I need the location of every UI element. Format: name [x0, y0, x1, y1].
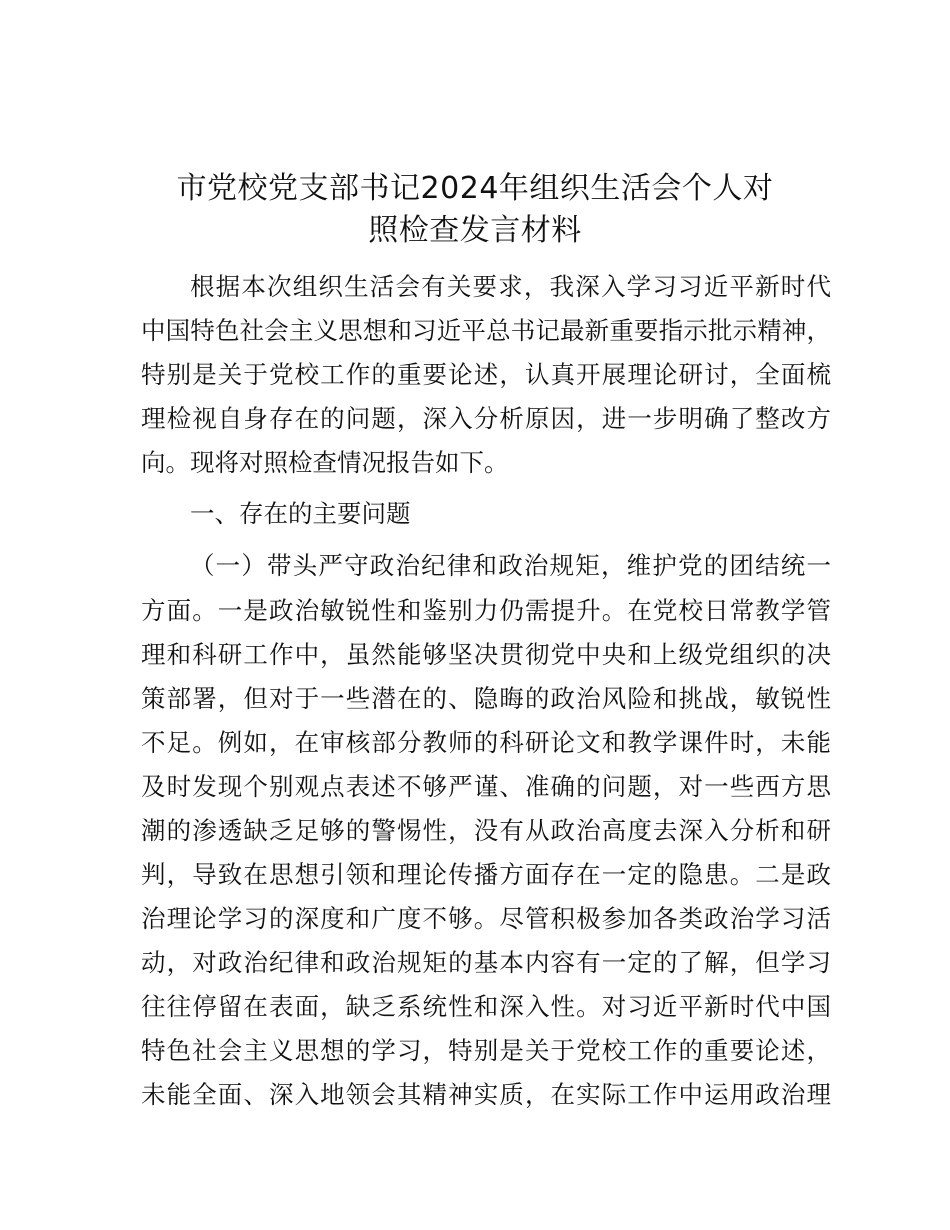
body-line: 及时发现个别观点表述不够严谨、准确的问题，对一些西方思 [141, 772, 831, 801]
body-line: 动，对政治纪律和政治规矩的基本内容有一定的了解，但学习 [141, 948, 831, 977]
body-line: 特色社会主义思想的学习，特别是关于党校工作的重要论述， [141, 1036, 831, 1065]
body-line: 中国特色社会主义思想和习近平总书记最新重要指示批示精神， [141, 316, 831, 345]
body-line: 根据本次组织生活会有关要求，我深入学习习近平新时代 [190, 272, 831, 301]
body-line: 判，导致在思想引领和理论传播方面存在一定的隐患。二是政 [141, 860, 831, 889]
body-line: 未能全面、深入地领会其精神实质，在实际工作中运用政治理 [141, 1080, 831, 1109]
body-line: 治理论学习的深度和广度不够。尽管积极参加各类政治学习活 [141, 904, 831, 933]
body-line: 潮的渗透缺乏足够的警惕性，没有从政治高度去深入分析和研 [141, 816, 831, 845]
body-line: 理和科研工作中，虽然能够坚决贯彻党中央和上级党组织的决 [141, 640, 831, 669]
body-line: 不足。例如，在审核部分教师的科研论文和教学课件时，未能 [141, 728, 831, 757]
title-line-2: 照检查发言材料 [368, 213, 582, 248]
body-line: 特别是关于党校工作的重要论述，认真开展理论研讨，全面梳 [141, 360, 831, 389]
body-line: 理检视自身存在的问题，深入分析原因，进一步明确了整改方 [141, 404, 831, 433]
body-line: 方面。一是政治敏锐性和鉴别力仍需提升。在党校日常教学管 [141, 596, 831, 625]
document-title [120, 168, 830, 252]
section-heading: 一、存在的主要问题 [190, 499, 411, 528]
title-line-1: 市党校党支部书记2024年组织生活会个人对 [176, 171, 774, 206]
subsection-heading-line: （一）带头严守政治纪律和政治规矩，维护党的团结统一 [190, 551, 831, 580]
body-line: 往往停留在表面，缺乏系统性和深入性。对习近平新时代中国 [141, 992, 831, 1021]
body-line: 策部署，但对于一些潜在的、隐晦的政治风险和挑战，敏锐性 [141, 684, 831, 713]
body-line: 向。现将对照检查情况报告如下。 [141, 448, 509, 477]
